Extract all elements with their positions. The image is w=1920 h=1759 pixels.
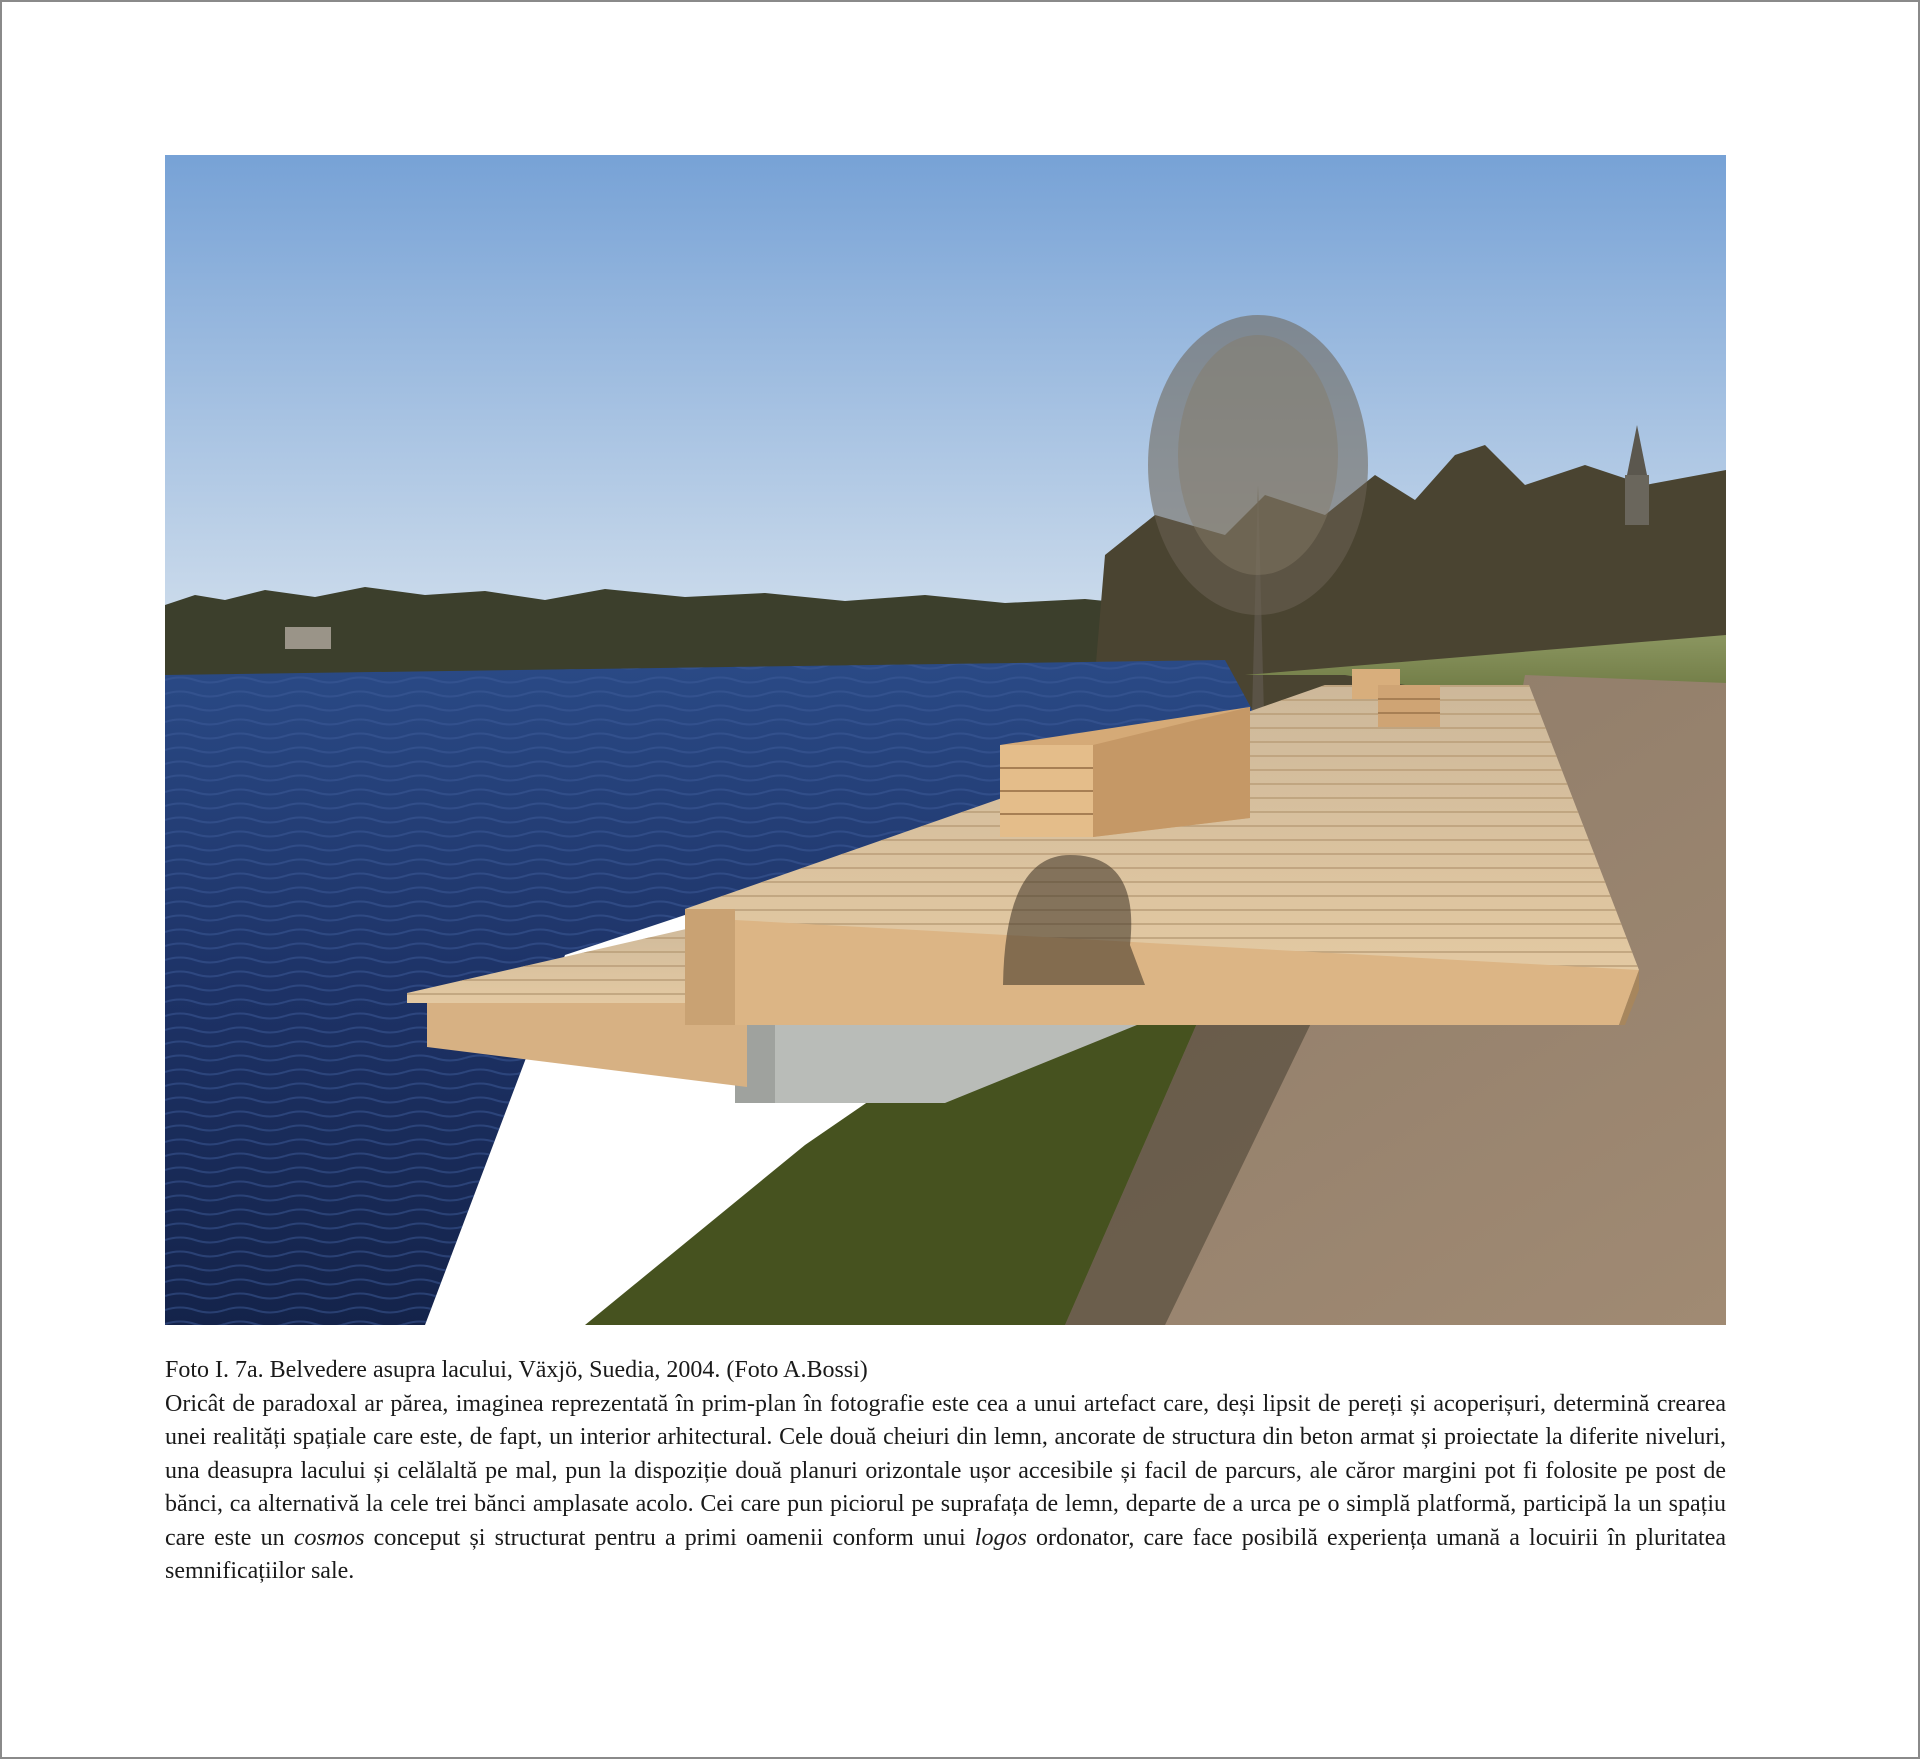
distant-house <box>285 627 331 649</box>
church-tower <box>1625 475 1649 525</box>
caption-italic-cosmos: cosmos <box>293 1524 365 1551</box>
bench-back-2 <box>1378 685 1440 727</box>
photo-illustration <box>165 155 1726 1325</box>
caption-italic-logos: logos <box>974 1524 1027 1551</box>
caption-title: Foto I. 7a. Belvedere asupra lacului, Växjö, Suedia, 2004. (Foto A.Bossi) <box>165 1357 868 1383</box>
lake-belvedere-photo <box>165 155 1726 1325</box>
caption-text-part-3: ordonator, care face posibilă experiența umană a locuirii în pluritatea semnificațiilor sale. <box>165 1524 1727 1584</box>
photo-caption <box>165 1354 1726 1589</box>
caption-text-part-2: conceput și structurat pentru a primi oamenii conform unui <box>364 1524 975 1551</box>
caption-text-part-1: Oricât de paradoxal ar părea, imaginea reprezentată în prim-plan în fotografie este cea a unui artefact care, deși lipsit de pereți și acoperișuri, determină crearea unei realități spațiale care este, de fapt, un interior arhitectural. Cele două cheiuri din lemn, ancorate de structura din beton armat și proiectate la diferite niveluri, una deasupra lacului și celălaltă pe mal, pun la dispoziție două planuri orizontale ușor accesibile și facil de parcurs, ale căror margini pot fi folosite pe post de bănci, ca alternativă la cele trei bănci amplasate acolo. Cei care pun piciorul pe suprafața de lemn, departe de a urca pe o simplă platformă, participă la un spațiu care este un <box>165 1390 1726 1551</box>
caption-body <box>165 1388 1726 1589</box>
